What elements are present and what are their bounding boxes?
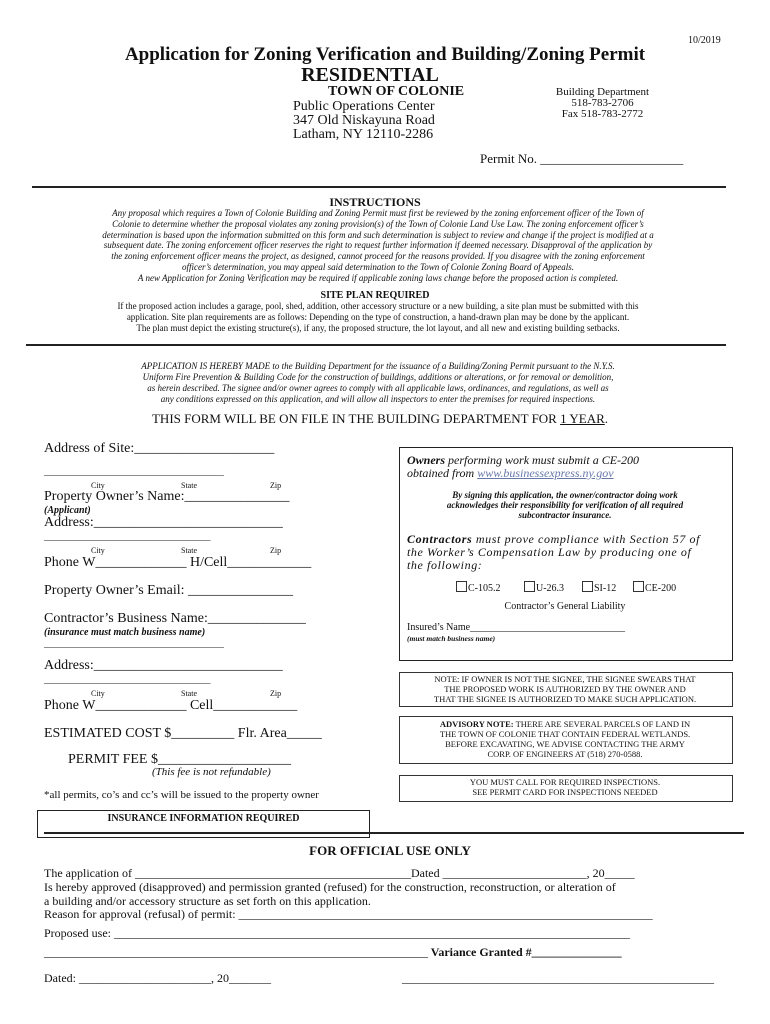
- reason-field[interactable]: Reason for approval (refusal) of permit: _____________________________________________________________________: [44, 907, 653, 921]
- permit-fee-field[interactable]: PERMIT FEE $___________________: [68, 752, 291, 767]
- address-line-2: 347 Old Niskayuna Road: [293, 113, 435, 128]
- applicant-label: (Applicant): [44, 505, 91, 516]
- signature-line[interactable]: ____________________________________________________: [402, 971, 714, 985]
- file-notice-text: THIS FORM WILL BE ON FILE IN THE BUILDING DEPARTMENT FOR: [151, 411, 561, 426]
- application-line: any conditions expressed on this application, and will allow all inspectors to enter the premises for required inspections.: [160, 394, 596, 404]
- businessexpress-link[interactable]: www.businessexpress.ny.gov: [477, 466, 614, 480]
- checkbox-icon[interactable]: [582, 581, 593, 592]
- contractors-note-3: the following:: [407, 558, 483, 572]
- option-c-105-2[interactable]: [456, 581, 501, 594]
- approval-statement-2: a building and/or accessory structure as set forth on this application.: [44, 894, 371, 908]
- option-label: SI-12: [594, 583, 617, 594]
- department-phone: 518-783-2706: [571, 97, 634, 109]
- divider: [44, 832, 744, 834]
- checkbox-icon[interactable]: [633, 581, 644, 592]
- official-use-heading: FOR OFFICIAL USE ONLY: [309, 843, 471, 858]
- inspection-note-1: YOU MUST CALL FOR REQUIRED INSPECTIONS.: [469, 777, 661, 787]
- advisory-note-3: BEFORE EXCAVATING, WE ADVISE CONTACTING THE ARMY: [445, 739, 685, 749]
- advisory-note-2: THE TOWN OF COLONIE THAT CONTAIN FEDERAL WETLANDS.: [439, 729, 691, 739]
- obtained-from-text: obtained from: [407, 466, 478, 480]
- signing-line-2: acknowledges their responsibility for verification of all required: [446, 500, 684, 510]
- property-owner-name-field[interactable]: Property Owner’s Name:_______________: [44, 489, 290, 504]
- all-permits-note: *all permits, co’s and cc’s will be issued to the property owner: [44, 789, 319, 801]
- owners-text: performing work must submit a CE-200: [445, 453, 640, 467]
- building-department: Building Department: [555, 86, 650, 98]
- estimated-cost-field[interactable]: ESTIMATED COST $_________ Flr. Area_____: [44, 726, 322, 741]
- contractor-address-field[interactable]: Address:___________________________: [44, 658, 283, 673]
- option-label: U-26.3: [536, 583, 565, 594]
- instructions-text: [26, 208, 730, 284]
- file-notice-end: .: [604, 411, 609, 426]
- obtained-from-note: [407, 466, 614, 481]
- department-fax: Fax 518-783-2772: [561, 108, 644, 120]
- signing-line-3: subcontractor insurance.: [518, 510, 612, 520]
- insureds-name-field[interactable]: Insured’s Name_______________________________: [407, 622, 626, 633]
- inspection-note-2: SEE PERMIT CARD FOR INSPECTIONS NEEDED: [472, 787, 658, 797]
- owner-phone-field[interactable]: Phone W_____________ H/Cell____________: [44, 555, 312, 570]
- divider: [26, 344, 726, 346]
- address-of-site-field[interactable]: Address of Site:____________________: [44, 441, 275, 456]
- site-plan-line: The plan must depict the existing structure(s), if any, the proposed structure, the lot layout, and all new and existing building setbacks.: [136, 322, 620, 333]
- instructions-line: A new Application for Zoning Verification may be required if applicable zoning laws change before the proposed action is completed.: [137, 272, 619, 283]
- option-si-12[interactable]: [582, 581, 616, 594]
- site-plan-text: [26, 301, 730, 333]
- contractors-note-2: the Worker’s Compensation Law by producing one of: [407, 545, 692, 559]
- option-label: C-105.2: [468, 583, 501, 594]
- option-ce-200[interactable]: [633, 581, 676, 594]
- site-plan-line: If the proposed action includes a garage, pool, shed, addition, other accessory structure or a new building, a site plan must be submitted with this: [117, 301, 639, 311]
- instructions-line: subsequent date. The zoning enforcement officer reserves the right to request further information if deemed necessary. Disapproval of the application by: [103, 240, 653, 251]
- advisory-label: ADVISORY NOTE:: [439, 719, 514, 729]
- zip-label: Zip: [270, 481, 282, 490]
- site-plan-heading: SITE PLAN REQUIRED: [320, 290, 430, 301]
- address-line-3: Latham, NY 12110-2286: [293, 127, 434, 142]
- dated-field[interactable]: Dated: ______________________, 20_______: [44, 971, 271, 985]
- signee-note-1: NOTE: IF OWNER IS NOT THE SIGNEE, THE SIGNEE SWEARS THAT: [434, 674, 696, 684]
- site-plan-line: application. Site plan requirements are as follows: Depending on the type of construction, a hand-drawn plan may be done by the applicant.: [126, 311, 630, 322]
- contractor-business-name-field[interactable]: Contractor’s Business Name:______________: [44, 611, 306, 626]
- form-date-code: 10/2019: [688, 35, 721, 46]
- divider: [32, 186, 726, 188]
- insurance-match-note: (insurance must match business name): [44, 627, 206, 638]
- contractor-blank-line[interactable]: ________________________________________: [44, 639, 224, 649]
- application-line: APPLICATION IS HEREBY MADE to the Building Department for the issuance of a Building/Zoning Permit pursuant to the N.Y.S.: [141, 361, 615, 371]
- owner-address-blank-line[interactable]: _____________________________________: [44, 532, 211, 542]
- contractor-address-blank-line[interactable]: _____________________________________: [44, 675, 211, 685]
- signee-note-2: THE PROPOSED WORK IS AUTHORIZED BY THE OWNER AND: [444, 684, 686, 694]
- city-label: City: [91, 546, 105, 555]
- address-blank-line[interactable]: ________________________________________: [44, 467, 224, 477]
- advisory-note-1: [399, 719, 731, 729]
- advisory-note-4: CORP. OF ENGINEERS AT (518) 270-0588.: [487, 749, 643, 759]
- checkbox-icon[interactable]: [456, 581, 467, 592]
- instructions-heading: INSTRUCTIONS: [329, 195, 421, 209]
- application-statement: [26, 361, 730, 405]
- owner-address-field[interactable]: Address:___________________________: [44, 515, 283, 530]
- instructions-line: determination is based upon the information submitted on this form and such determination is subject to review and change if the project is modified at a: [102, 229, 654, 240]
- contractors-text: must prove compliance with Section 57 of: [472, 532, 701, 546]
- application-line: Uniform Fire Prevention & Building Code for the construction of buildings, additions or alterations, or for removal or demolition,: [142, 372, 614, 382]
- proposed-use-field[interactable]: Proposed use: ______________________________________________________________________________________: [44, 926, 630, 940]
- zip-label: Zip: [270, 689, 282, 698]
- application-line: as herein described. The signee and/or owner agrees to comply with all applicable laws, ordinances, and regulations, as well as: [147, 383, 609, 393]
- instructions-line: Colonie to determine whether the proposal violates any zoning provision(s) of the Town of Colonie Land Use Law. The zoning enforcement officer’s: [112, 218, 644, 229]
- page-title: Application for Zoning Verification and Building/Zoning Permit: [124, 44, 646, 65]
- state-label: State: [181, 689, 197, 698]
- general-liability-label: Contractor’s General Liability: [504, 601, 626, 612]
- advisory-text: THERE ARE SEVERAL PARCELS OF LAND IN: [513, 719, 691, 729]
- checkbox-icon[interactable]: [524, 581, 535, 592]
- variance-granted[interactable]: Variance Granted #_______________: [428, 945, 622, 959]
- option-label: CE-200: [645, 583, 677, 594]
- instructions-line: the zoning enforcement officer means the project, as designed, cannot proceed for the reasons provided. If you disagree with the zoning enforcement: [111, 251, 645, 262]
- permit-number-field[interactable]: Permit No. ______________________: [480, 151, 684, 166]
- instructions-line: officer’s determination, you may appeal said determination to the Town of Colonie Zoning Board of Appeals.: [181, 261, 575, 272]
- insurance-information-heading: INSURANCE INFORMATION REQUIRED: [107, 813, 300, 824]
- signee-note-3: THAT THE SIGNEE IS AUTHORIZED TO MAKE SUCH APPLICATION.: [433, 694, 697, 704]
- town-name: TOWN OF COLONIE: [328, 84, 465, 99]
- city-label: City: [91, 481, 105, 490]
- file-notice-term: 1 YEAR: [560, 411, 605, 426]
- address-line-1: Public Operations Center: [293, 99, 435, 114]
- instructions-line: Any proposal which requires a Town of Colonie Building and Zoning Permit must first be reviewed by the zoning enforcement officer of the Town of: [112, 208, 644, 218]
- owner-email-field[interactable]: Property Owner’s Email: _______________: [44, 583, 293, 598]
- application-of-field[interactable]: The application of ______________________________________________Dated ________________________, 20_____: [44, 866, 635, 880]
- zip-label: Zip: [270, 546, 282, 555]
- state-label: State: [181, 546, 197, 555]
- must-match-note: (must match business name): [407, 634, 496, 643]
- state-label: State: [181, 481, 197, 490]
- city-label: City: [91, 689, 105, 698]
- option-u-26-3[interactable]: [524, 581, 564, 594]
- non-refundable-note: (This fee is not refundable): [152, 766, 271, 778]
- contractors-label: Contractors: [407, 532, 473, 546]
- file-notice: [0, 411, 760, 427]
- variance-blank[interactable]: ________________________________________________________________: [44, 945, 428, 959]
- signing-line-1: By signing this application, the owner/contractor doing work: [452, 490, 678, 500]
- approval-statement-1: Is hereby approved (disapproved) and permission granted (refused) for the construction, reconstruction, or alteration of: [44, 880, 616, 894]
- variance-field[interactable]: [44, 945, 622, 960]
- owners-label: Owners: [407, 453, 446, 467]
- page-subtitle: RESIDENTIAL: [301, 64, 439, 86]
- contractor-phone-field[interactable]: Phone W_____________ Cell____________: [44, 698, 298, 713]
